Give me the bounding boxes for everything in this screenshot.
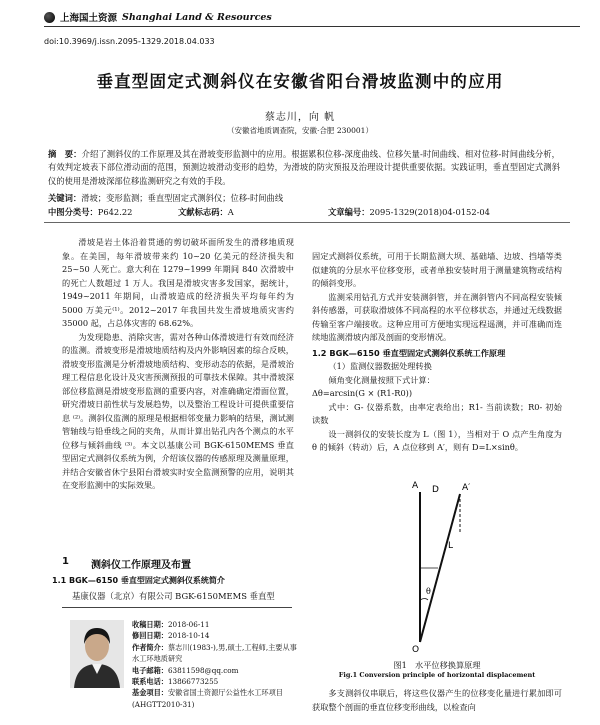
intro-paragraph-2: 为发现隐患、消除灾害，需对各种山体滑坡进行有效而经济的监测。滑坡变形是滑坡地质结构及内外影响因素的综合反映，滑坡变形监测是分析滑坡地质结构、变形动态的依据，是滑坡治理工程信息化设计及灾害预测预报的可靠技术保障。其中滑坡深部位移监测是滑坡变形监测的重要内容，对准确确定滑面位置，研究滑坡日前性状与发展趋势，以及整治工程设计可提供重要信息 ⁽²⁾。测斜仪监测的原理是根据相邻变量力影响的结果，测试测管轴线与铅垂线之间的夹角，从而计算出钻孔内各个测点的水平位移与倾斜曲线 ⁽³⁾。本文以基康公司 BGK-6150MEMS 垂直型固定式测斜仪系统为例，介绍该仪器的传感原理及测量原理，并结合安徽省休宁县阳台滑坡实时安全监测预警的应用，说明其在变形监测中的实际效果。 bbox=[62, 331, 294, 490]
figure-caption-en: Fig.1 Conversion principle of horizontal displacement bbox=[338, 671, 536, 679]
abstract-text: 介绍了测斜仪的工作原理及其在滑坡变形监测中的应用。根据累积位移-深度曲线、位移矢量-时间曲线、相对位移-时间曲线分析，有效判定坡表下部位滑动面的范围，预测边坡滑动变形的趋势，为滑坡的防灾预报及治理设计提供重要依据。实践证明，垂直型固定式测斜仪的使用是滑坡深部位移监测研究之有效的手段。 bbox=[48, 149, 560, 186]
right-paragraph-2: 监测采用钻孔方式并安装测斜管，并在测斜管内不同高程安装倾斜传感器，可获取滑坡体不同高程的水平位移状态，并通过无线数据传输至客户端接收。这种应用可方便地实现远程遥测，并可准确而连续地监测滑坡内部及剖面的变形情况。 bbox=[312, 291, 562, 342]
abstract bbox=[48, 148, 560, 188]
received-date: 2018-06-11 bbox=[167, 620, 210, 629]
keywords bbox=[48, 192, 560, 204]
label-theta: θ bbox=[426, 587, 431, 596]
right-column bbox=[312, 250, 562, 455]
abstract-divider bbox=[44, 222, 570, 223]
classification-row bbox=[48, 206, 560, 218]
fund-text: 安徽省国土资源厅公益性水工环项目(AHGTT2010-31) bbox=[132, 688, 283, 709]
figure-caption bbox=[312, 660, 562, 679]
received-label: 收稿日期： bbox=[132, 620, 168, 629]
journal-title-en: Shanghai Land & Resources bbox=[122, 11, 272, 23]
fund-label: 基金项目： bbox=[132, 688, 168, 698]
paper-title: 垂直型固定式测斜仪在安徽省阳台滑坡监测中的应用 bbox=[96, 72, 504, 91]
revised-label: 修回日期： bbox=[132, 631, 168, 641]
formula: Δθ=arcsin(G × (R1-R0)) bbox=[312, 388, 413, 398]
journal-title-cn: 上海国土资源 bbox=[60, 13, 118, 24]
clc-label: 中图分类号： bbox=[48, 207, 98, 217]
keywords-label: 关键词： bbox=[48, 193, 82, 203]
author-portrait-icon bbox=[70, 620, 124, 688]
author-bio-label: 作者简介： bbox=[132, 642, 168, 652]
abstract-label: 摘 要： bbox=[48, 149, 82, 159]
clc-value: P642.22 bbox=[97, 207, 133, 217]
doi: doi:10.3969/j.issn.2095-1329.2018.04.033 bbox=[44, 37, 215, 46]
label-o: O bbox=[412, 645, 420, 654]
section-1-number: 1 bbox=[62, 556, 69, 567]
email-label: 电子邮箱： bbox=[132, 665, 168, 675]
right-paragraph-3: 设一测斜仪的安装长度为 L（图 1），当相对于 O 点产生角度为 θ 的倾斜（转动）后，A 点位移到 A′，则有 D=L×sinθ。 bbox=[312, 428, 562, 452]
keywords-text: 滑坡；变形监测；垂直型固定式测斜仪；位移-时间曲线 bbox=[81, 193, 284, 203]
subsection-1-1-heading bbox=[52, 575, 225, 586]
header-divider bbox=[44, 26, 580, 27]
subsection-1-1-title: BGK—6150 垂直型固定式测斜仪系统简介 bbox=[68, 576, 225, 585]
label-l: L bbox=[448, 541, 454, 551]
author-bio: 蔡志川(1983-),男,硕士,工程师,主要从事水工环地质研究 bbox=[132, 642, 297, 664]
journal-header bbox=[44, 10, 272, 24]
phone: 13866773255 bbox=[167, 677, 219, 687]
journal-logo-icon bbox=[44, 12, 55, 23]
figure-caption-cn: 图1 水平位移换算原理 bbox=[393, 660, 481, 670]
doc-code-value: A bbox=[227, 207, 234, 217]
intro-paragraph-1: 滑坡是岩土体沿着贯通的剪切破坏面所发生的滑移地质现象。在美国，每年滑坡带来约 10~20 亿美元的经济损失和 25~50 人死亡。意大利在 1279~1999 年期间 840 次滑坡中的死亡人数超过 1 万人。我国是滑坡灾害多发国家，据统计，1949~2011 年期间，山滑坡造成的经济损失平均每年约为 5000 万美元⁽¹⁾。2012~2017 年我国共发生滑坡地质灾害约 35000 起，占总体灾害的 68.62%。 bbox=[62, 237, 294, 328]
section-1-title: 测斜仪工作原理及布置 bbox=[90, 560, 191, 571]
article-number-label: 文章编号： bbox=[328, 207, 370, 217]
article-number-value: 2095-1329(2018)04-0152-04 bbox=[369, 207, 490, 217]
right-paragraph-4: 多支测斜仪串联后，将这些仪器产生的位移变化量进行累加即可获取整个剖面的垂直位移变形曲线，以检查向 bbox=[312, 688, 562, 712]
affiliation: （安徽省地质调查院，安徽·合肥 230001） bbox=[227, 126, 373, 135]
angle-arc bbox=[420, 599, 428, 601]
subsection-1-2-heading: 1.2 BGK—6150 垂直型固定式测斜仪系统工作原理 bbox=[312, 347, 506, 358]
author-photo bbox=[70, 620, 124, 688]
author-info bbox=[132, 619, 300, 710]
label-a: A bbox=[412, 481, 419, 491]
left-column bbox=[62, 236, 294, 493]
subsection-1-1-number: 1.1 bbox=[52, 576, 67, 585]
list-item-1: （1）监测仪器数据处理转换 bbox=[328, 361, 432, 371]
right-column-bottom bbox=[312, 687, 562, 714]
right-paragraph-1: 固定式测斜仪系统，可用于长期监测大坝、基础墙、边坡、挡墙等类似建筑的分层水平位移变形，或者单独安装时用于测量建筑物或结构的倾斜变形。 bbox=[312, 251, 562, 288]
email: 63811598@qq.com bbox=[167, 665, 239, 675]
formula-legend: 式中：G- 仪器系数，由率定表给出；R1- 当前读数；R0- 初始读数 bbox=[312, 401, 562, 425]
subsection-1-1-text: 基康仪器（北京）有限公司 BGK-6150MEMS 垂直型 bbox=[72, 591, 275, 601]
revised-date: 2018-10-14 bbox=[167, 631, 210, 641]
section-1-heading bbox=[62, 556, 191, 571]
authors: 蔡志川，向 帆 bbox=[264, 112, 336, 123]
label-a-prime: A′ bbox=[462, 483, 471, 493]
label-d: D bbox=[432, 485, 439, 495]
phone-label: 联系电话： bbox=[132, 677, 168, 687]
footnote-divider bbox=[62, 607, 292, 608]
figure-1-diagram bbox=[322, 470, 537, 654]
formula-intro: 倾角变化测量按照下式计算： bbox=[328, 374, 435, 385]
doc-code-label: 文献标志码： bbox=[178, 207, 228, 217]
